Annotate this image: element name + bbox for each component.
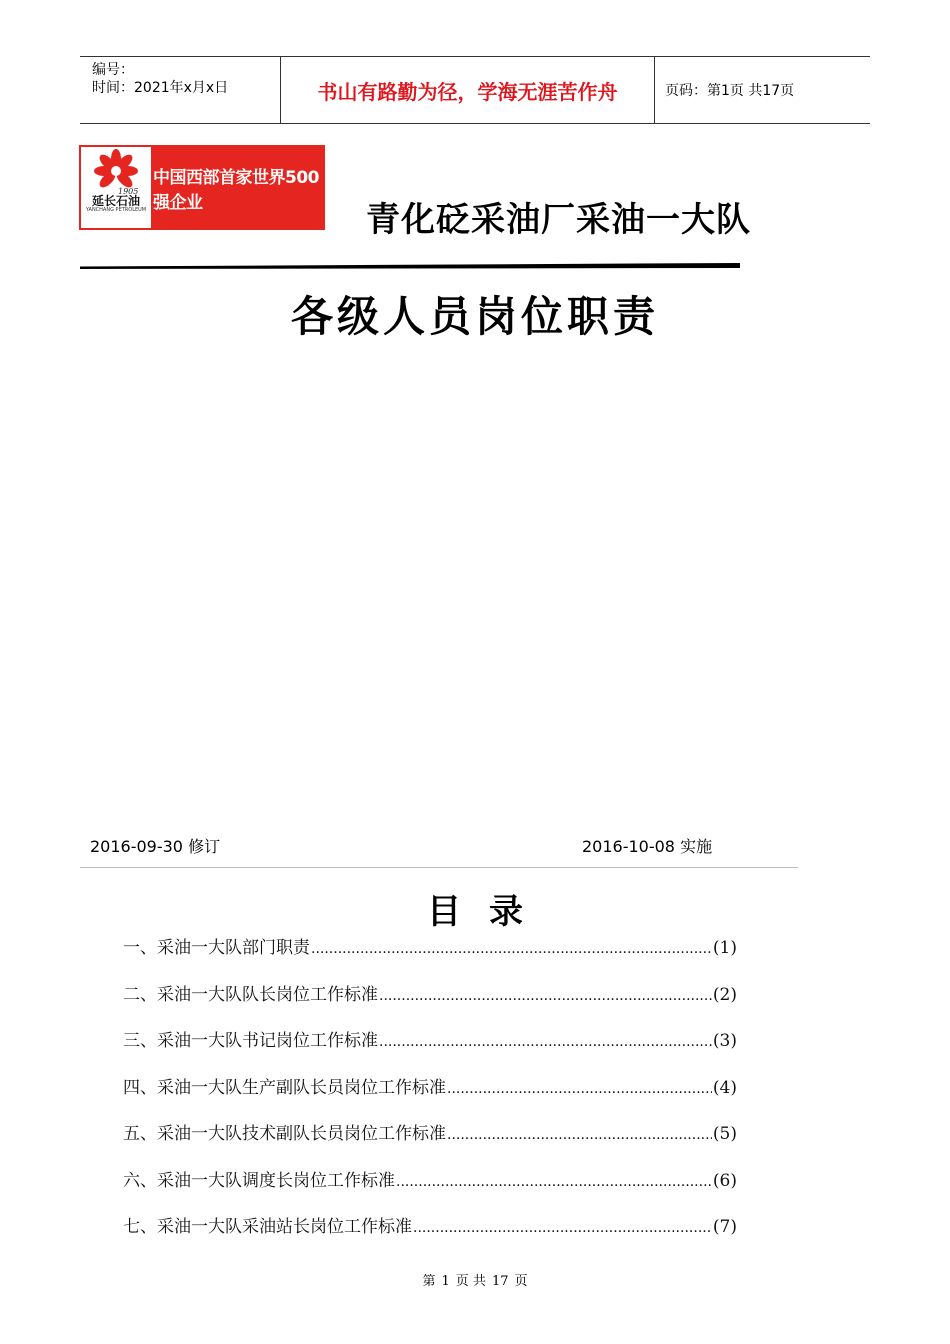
footer-total-pages: 17	[491, 1274, 509, 1289]
toc-item-label: 一、采油一大队部门职责	[123, 938, 310, 958]
toc-item[interactable]	[123, 1026, 737, 1073]
motto: 书山有路勤为径，学海无涯苦作舟	[281, 57, 655, 123]
logo-name-cn: 延长石油	[91, 194, 140, 208]
effective-date: 2016-10-08 实施	[582, 837, 713, 856]
toc-item[interactable]	[123, 1212, 737, 1259]
number-label: 编号：	[92, 62, 134, 78]
document-header	[80, 56, 870, 124]
table-of-contents	[123, 933, 737, 1259]
toc-item-page: (7)	[712, 1217, 737, 1237]
toc-item-page: (3)	[712, 1031, 737, 1051]
page-info: 页码：第1页 共17页	[665, 83, 795, 99]
toc-item-page: (6)	[712, 1170, 737, 1191]
time-label: 时间：2021年x月x日	[92, 80, 229, 96]
toc-item-label: 二、采油一大队队长岗位工作标准	[123, 984, 378, 1005]
toc-item-page: (1)	[712, 938, 737, 958]
toc-item-label: 六、采油一大队调度长岗位工作标准	[123, 1170, 395, 1191]
toc-leader	[311, 941, 712, 957]
footer-mid: 页 共	[455, 1274, 486, 1289]
company-logo	[79, 145, 325, 230]
toc-leader	[379, 1034, 712, 1050]
company-name: 青化砭采油厂采油一大队	[366, 200, 751, 240]
toc-item[interactable]	[123, 933, 737, 980]
toc-item[interactable]	[123, 980, 737, 1027]
toc-item[interactable]	[123, 1166, 737, 1213]
header-meta-cell	[80, 57, 281, 123]
toc-title: 目录	[427, 892, 551, 932]
main-title: 各级人员岗位职责	[290, 292, 659, 341]
toc-item-label: 七、采油一大队采油站长岗位工作标准	[123, 1217, 412, 1237]
toc-item-page: (2)	[712, 984, 737, 1005]
toc-leader	[447, 1081, 712, 1097]
page-footer	[0, 1270, 950, 1289]
logo-emblem	[81, 147, 151, 228]
toc-leader	[396, 1174, 712, 1190]
footer-prefix: 第	[422, 1274, 436, 1289]
logo-slogan: 中国西部首家世界500强企业	[153, 167, 319, 213]
toc-item-label: 三、采油一大队书记岗位工作标准	[123, 1031, 378, 1051]
logo-name-en: YANCHANG PETROLEUM	[85, 207, 147, 213]
footer-suffix: 页	[514, 1274, 528, 1289]
logo-year: 1905	[118, 187, 139, 195]
divider	[80, 867, 798, 868]
toc-leader	[413, 1220, 712, 1236]
toc-item-label: 五、采油一大队技术副队长员岗位工作标准	[123, 1124, 446, 1144]
flower-emblem-icon	[88, 149, 144, 195]
title-rule	[80, 263, 740, 269]
footer-current-page: 1	[441, 1274, 450, 1289]
toc-leader	[379, 988, 712, 1004]
toc-item-label: 四、采油一大队生产副队长员岗位工作标准	[123, 1077, 446, 1098]
toc-item-page: (5)	[712, 1124, 737, 1144]
toc-item[interactable]	[123, 1073, 737, 1120]
toc-item[interactable]	[123, 1119, 737, 1166]
revision-date: 2016-09-30 修订	[90, 837, 221, 856]
toc-leader	[447, 1127, 712, 1143]
toc-item-page: (4)	[712, 1077, 737, 1098]
